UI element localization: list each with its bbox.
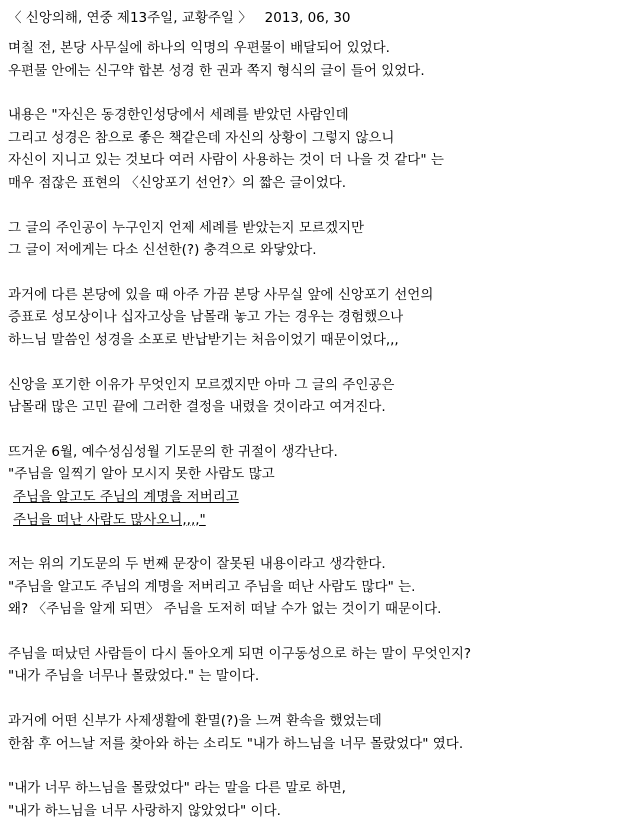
- text-line: 뜨거운 6월, 예수성심성월 기도문의 한 귀절이 생각난다.: [8, 443, 338, 460]
- text-line: "내가 너무 하느님을 몰랐었다" 라는 말을 다른 말로 하면,: [8, 780, 346, 797]
- paragraph-2: [8, 104, 609, 194]
- document-header: [8, 8, 609, 28]
- text-line: "주님을 일찍기 알아 모시지 못한 사람도 많고: [8, 466, 275, 483]
- text-line: 한참 후 어느날 저를 찾아와 하는 소리도 "내가 하느님을 너무 몰랐었다" 였다.: [8, 735, 464, 752]
- text-line: 우편물 안에는 신구약 합본 성경 한 권과 쪽지 형식의 글이 들어 있었다.: [8, 62, 425, 79]
- paragraph-9: [8, 710, 609, 755]
- header-title: 〈 신앙의해, 연중 제13주일, 교황주일 〉: [8, 10, 252, 26]
- header-date: 2013, 06, 30: [264, 10, 351, 26]
- text-line: 며칠 전, 본당 사무실에 하나의 익명의 우편물이 배달되어 있었다.: [8, 40, 390, 56]
- text-line: "내가 하느님을 너무 사랑하지 않았었다" 이다.: [8, 802, 281, 819]
- paragraph-8: [8, 643, 609, 688]
- text-line: 그리고 성경은 참으로 좋은 책같은데 자신의 상황이 그렇지 않으니: [8, 129, 395, 146]
- paragraph-3: [8, 217, 609, 262]
- paragraph-5: [8, 374, 609, 419]
- text-line: 매우 점잖은 표현의 〈신앙포기 선언?〉의 짧은 글이었다.: [8, 174, 347, 191]
- text-line: 남몰래 많은 고민 끝에 그러한 결정을 내렸을 것이라고 여겨진다.: [8, 399, 386, 416]
- text-line: 자신이 지니고 있는 것보다 여러 사람이 사용하는 것이 더 나을 것 같다" 는: [8, 152, 444, 169]
- text-line: 과거에 다른 본당에 있을 때 아주 가끔 본당 사무실 앞에 신앙포기 선언의: [8, 286, 434, 303]
- text-line: 그 글이 저에게는 다소 신선한(?) 충격으로 와닿았다.: [8, 242, 317, 259]
- text-line: 저는 위의 기도문의 두 번째 문장이 잘못된 내용이라고 생각한다.: [8, 556, 386, 573]
- text-line: 주님을 알고도 주님의 계명을 저버리고: [13, 488, 239, 505]
- text-line: 하느님 말씀인 성경을 소포로 반납받기는 처음이었기 때문이었다,,,: [8, 331, 399, 348]
- paragraph-10: [8, 777, 609, 822]
- text-line: 과거에 어떤 신부가 사제생활에 환멸(?)을 느껴 환속을 했었는데: [8, 713, 382, 730]
- text-line: 주님을 떠났던 사람들이 다시 돌아오게 되면 이구동성으로 하는 말이 무엇인지?: [8, 645, 472, 662]
- document-body: [8, 37, 609, 822]
- paragraph-7: [8, 553, 609, 621]
- header-separator: [256, 10, 260, 26]
- text-line: 주님을 떠난 사람도 많사오니,,,,": [13, 511, 206, 528]
- text-line: 왜? 〈주님을 알게 되면〉 주님을 도저히 떠날 수가 없는 것이기 때문이다.: [8, 601, 442, 618]
- text-line: 내용은 "자신은 동경한인성당에서 세례를 받았던 사람인데: [8, 107, 349, 124]
- paragraph-4: [8, 284, 609, 352]
- paragraph-6: [8, 441, 609, 531]
- text-line: "주님을 알고도 주님의 계명을 저버리고 주님을 떠난 사람도 많다" 는.: [8, 578, 416, 595]
- text-line: "내가 주님을 너무나 몰랐었다." 는 말이다.: [8, 668, 260, 685]
- text-line: 신앙을 포기한 이유가 무엇인지 모르겠지만 아마 그 글의 주인공은: [8, 376, 395, 393]
- paragraph-1: [8, 37, 609, 82]
- text-line: 증표로 성모상이나 십자고상을 남몰래 놓고 가는 경우는 경험했으나: [8, 309, 404, 326]
- text-line: 그 글의 주인공이 누구인지 언제 세례를 받았는지 모르겠지만: [8, 219, 365, 236]
